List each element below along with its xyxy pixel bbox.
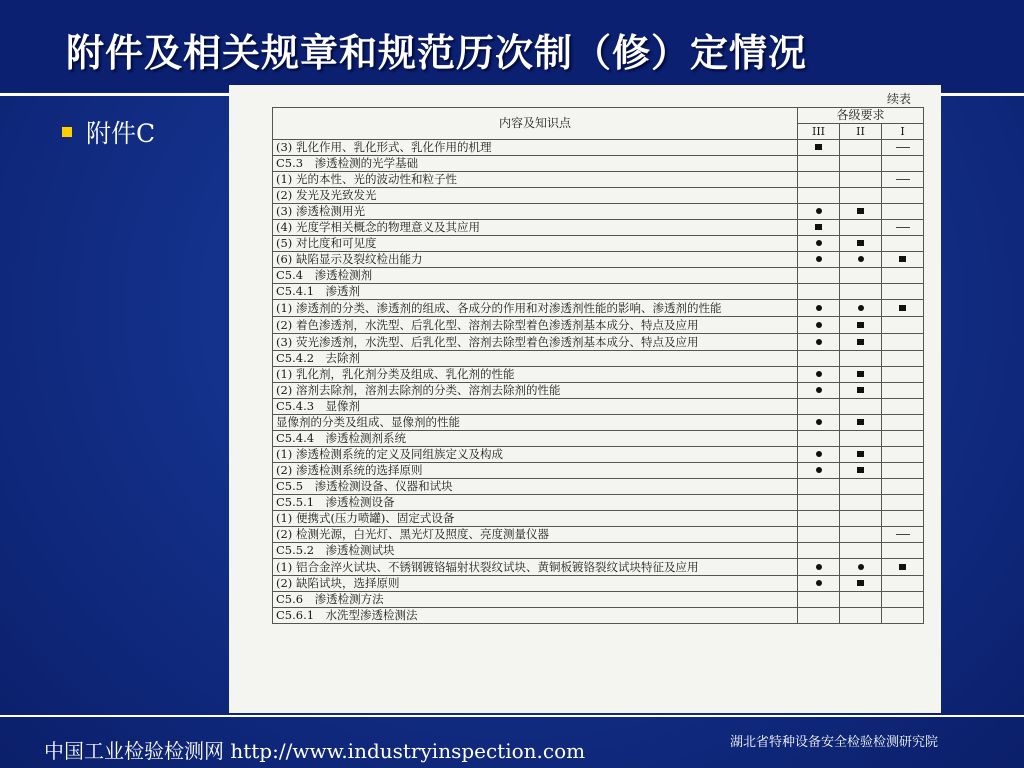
table-row bbox=[273, 559, 924, 576]
row-content: C5.4.3 显像剂 bbox=[273, 399, 798, 415]
row-content: (1) 渗透检测系统的定义及同组族定义及构成 bbox=[273, 447, 798, 463]
requirement-cell bbox=[882, 268, 924, 284]
requirement-cell bbox=[798, 334, 840, 351]
requirement-cell bbox=[798, 511, 840, 527]
table-row bbox=[273, 351, 924, 367]
requirement-cell bbox=[882, 140, 924, 156]
requirement-cell bbox=[798, 220, 840, 236]
row-content: (1) 光的本性、光的波动性和粒子性 bbox=[273, 172, 798, 188]
dash-marker-icon bbox=[896, 147, 910, 148]
requirement-cell bbox=[882, 334, 924, 351]
square-marker-icon bbox=[857, 419, 864, 425]
requirement-cell bbox=[882, 236, 924, 252]
table-row bbox=[273, 576, 924, 592]
requirement-cell bbox=[798, 608, 840, 624]
footer-divider bbox=[0, 715, 1024, 717]
requirement-cell bbox=[798, 431, 840, 447]
requirement-cell bbox=[840, 576, 882, 592]
requirement-cell bbox=[798, 543, 840, 559]
requirement-cell bbox=[798, 383, 840, 399]
requirement-cell bbox=[840, 495, 882, 511]
circle-marker-icon bbox=[816, 580, 822, 586]
requirement-cell bbox=[882, 527, 924, 543]
dash-marker-icon bbox=[896, 227, 910, 228]
requirement-cell bbox=[798, 317, 840, 334]
square-marker-icon bbox=[857, 451, 864, 457]
requirement-cell bbox=[882, 576, 924, 592]
table-row bbox=[273, 399, 924, 415]
row-content: (1) 渗透剂的分类、渗透剂的组成、各成分的作用和对渗透剂性能的影响、渗透剂的性能 bbox=[273, 300, 798, 317]
requirement-cell bbox=[798, 351, 840, 367]
requirement-cell bbox=[840, 204, 882, 220]
table-row bbox=[273, 140, 924, 156]
circle-marker-icon bbox=[816, 305, 822, 311]
table-row bbox=[273, 334, 924, 351]
requirement-cell bbox=[882, 367, 924, 383]
requirement-cell bbox=[798, 172, 840, 188]
requirement-cell bbox=[798, 140, 840, 156]
requirement-cell bbox=[840, 252, 882, 268]
scanned-document bbox=[229, 85, 941, 713]
table-row bbox=[273, 284, 924, 300]
circle-marker-icon bbox=[816, 371, 822, 377]
row-content: (3) 荧光渗透剂，水洗型、后乳化型、溶剂去除型着色渗透剂基本成分、特点及应用 bbox=[273, 334, 798, 351]
row-content: (1) 铝合金淬火试块、不锈钢镀铬辐射状裂纹试块、黄铜板镀铬裂纹试块特征及应用 bbox=[273, 559, 798, 576]
circle-marker-icon bbox=[816, 419, 822, 425]
circle-marker-icon bbox=[816, 256, 822, 262]
requirement-cell bbox=[840, 592, 882, 608]
footer-website: 中国工业检验检测网 http://www.industryinspection.com bbox=[44, 739, 586, 763]
row-content: (2) 着色渗透剂，水洗型、后乳化型、溶剂去除型着色渗透剂基本成分、特点及应用 bbox=[273, 317, 798, 334]
requirement-cell bbox=[840, 220, 882, 236]
requirement-cell bbox=[840, 172, 882, 188]
dash-marker-icon bbox=[896, 179, 910, 180]
requirement-cell bbox=[882, 383, 924, 399]
requirement-cell bbox=[882, 351, 924, 367]
square-marker-icon bbox=[899, 305, 906, 311]
requirement-cell bbox=[882, 543, 924, 559]
requirement-cell bbox=[798, 252, 840, 268]
requirement-cell bbox=[882, 447, 924, 463]
levels-header: 各级要求 bbox=[798, 108, 924, 124]
square-marker-icon bbox=[857, 371, 864, 377]
requirement-cell bbox=[798, 300, 840, 317]
requirement-cell bbox=[840, 317, 882, 334]
row-content: C5.6.1 水洗型渗透检测法 bbox=[273, 608, 798, 624]
requirement-cell bbox=[840, 140, 882, 156]
square-marker-icon bbox=[857, 339, 864, 345]
table-row bbox=[273, 268, 924, 284]
requirement-cell bbox=[882, 204, 924, 220]
requirement-cell bbox=[798, 399, 840, 415]
row-content: (3) 乳化作用、乳化形式、乳化作用的机理 bbox=[273, 140, 798, 156]
row-content: (2) 发光及光致发光 bbox=[273, 188, 798, 204]
circle-marker-icon bbox=[816, 208, 822, 214]
row-content: C5.5.1 渗透检测设备 bbox=[273, 495, 798, 511]
row-content: (2) 检测光源，白光灯、黑光灯及照度、亮度测量仪器 bbox=[273, 527, 798, 543]
requirement-cell bbox=[840, 543, 882, 559]
level-header-iii: III bbox=[798, 124, 840, 140]
requirement-cell bbox=[882, 415, 924, 431]
content-header: 内容及知识点 bbox=[273, 108, 798, 140]
requirement-cell bbox=[882, 495, 924, 511]
requirement-cell bbox=[798, 463, 840, 479]
requirement-cell bbox=[798, 479, 840, 495]
bullet-text: 附件C bbox=[86, 119, 156, 148]
table-row bbox=[273, 188, 924, 204]
requirement-cell bbox=[840, 479, 882, 495]
requirement-cell bbox=[840, 156, 882, 172]
requirement-cell bbox=[840, 399, 882, 415]
table-row bbox=[273, 543, 924, 559]
circle-marker-icon bbox=[858, 256, 864, 262]
circle-marker-icon bbox=[858, 305, 864, 311]
table-row bbox=[273, 511, 924, 527]
requirement-cell bbox=[798, 367, 840, 383]
square-marker-icon bbox=[857, 387, 864, 393]
requirement-cell bbox=[882, 252, 924, 268]
circle-marker-icon bbox=[816, 387, 822, 393]
continuation-label: 续表 bbox=[887, 92, 912, 106]
row-content: C5.5.2 渗透检测试块 bbox=[273, 543, 798, 559]
circle-marker-icon bbox=[858, 564, 864, 570]
table-row bbox=[273, 431, 924, 447]
requirement-cell bbox=[798, 236, 840, 252]
table-row bbox=[273, 236, 924, 252]
table-row bbox=[273, 415, 924, 431]
square-marker-icon bbox=[815, 144, 822, 150]
table-row bbox=[273, 463, 924, 479]
table-row bbox=[273, 383, 924, 399]
circle-marker-icon bbox=[816, 451, 822, 457]
square-marker-icon bbox=[815, 224, 822, 230]
row-content: C5.4.4 渗透检测剂系统 bbox=[273, 431, 798, 447]
requirement-cell bbox=[882, 317, 924, 334]
table-row bbox=[273, 527, 924, 543]
requirement-cell bbox=[882, 399, 924, 415]
row-content: (1) 乳化剂，乳化剂分类及组成、乳化剂的性能 bbox=[273, 367, 798, 383]
requirement-cell bbox=[840, 431, 882, 447]
square-marker-icon bbox=[857, 467, 864, 473]
requirement-cell bbox=[798, 284, 840, 300]
row-content: (2) 缺陷试块，选择原则 bbox=[273, 576, 798, 592]
requirement-cell bbox=[798, 447, 840, 463]
table-row bbox=[273, 220, 924, 236]
requirement-cell bbox=[840, 527, 882, 543]
requirement-cell bbox=[840, 236, 882, 252]
square-marker-icon bbox=[899, 564, 906, 570]
table-row bbox=[273, 172, 924, 188]
bullet-item bbox=[62, 114, 155, 150]
requirement-cell bbox=[882, 431, 924, 447]
table-row bbox=[273, 252, 924, 268]
table-row bbox=[273, 592, 924, 608]
row-content: (6) 缺陷显示及裂纹检出能力 bbox=[273, 252, 798, 268]
level-header-ii: II bbox=[840, 124, 882, 140]
requirement-cell bbox=[840, 415, 882, 431]
requirement-cell bbox=[840, 334, 882, 351]
requirement-cell bbox=[840, 188, 882, 204]
requirement-cell bbox=[798, 415, 840, 431]
square-marker-icon bbox=[857, 322, 864, 328]
requirement-cell bbox=[882, 188, 924, 204]
requirement-cell bbox=[882, 220, 924, 236]
requirements-table bbox=[272, 107, 924, 624]
requirement-cell bbox=[840, 511, 882, 527]
circle-marker-icon bbox=[816, 564, 822, 570]
table-row bbox=[273, 156, 924, 172]
requirement-cell bbox=[840, 463, 882, 479]
requirement-cell bbox=[882, 284, 924, 300]
requirement-cell bbox=[840, 268, 882, 284]
row-content: (4) 光度学相关概念的物理意义及其应用 bbox=[273, 220, 798, 236]
row-content: C5.4.1 渗透剂 bbox=[273, 284, 798, 300]
requirement-cell bbox=[882, 172, 924, 188]
requirement-cell bbox=[840, 447, 882, 463]
table-row bbox=[273, 608, 924, 624]
row-content: (5) 对比度和可见度 bbox=[273, 236, 798, 252]
level-header-i: I bbox=[882, 124, 924, 140]
row-content: (2) 溶剂去除剂，溶剂去除剂的分类、溶剂去除剂的性能 bbox=[273, 383, 798, 399]
square-marker-icon bbox=[857, 580, 864, 586]
table-row bbox=[273, 300, 924, 317]
row-content: C5.5 渗透检测设备、仪器和试块 bbox=[273, 479, 798, 495]
row-content: C5.6 渗透检测方法 bbox=[273, 592, 798, 608]
table-row bbox=[273, 204, 924, 220]
requirement-cell bbox=[798, 559, 840, 576]
requirement-cell bbox=[840, 284, 882, 300]
requirement-cell bbox=[798, 495, 840, 511]
requirement-cell bbox=[798, 527, 840, 543]
table-row bbox=[273, 495, 924, 511]
requirement-cell bbox=[798, 592, 840, 608]
row-content: C5.3 渗透检测的光学基础 bbox=[273, 156, 798, 172]
square-marker-icon bbox=[857, 208, 864, 214]
row-content: (3) 渗透检测用光 bbox=[273, 204, 798, 220]
slide-title: 附件及相关规章和规范历次制（修）定情况 bbox=[66, 31, 808, 75]
requirement-cell bbox=[882, 559, 924, 576]
requirement-cell bbox=[798, 188, 840, 204]
row-content: 显像剂的分类及组成、显像剂的性能 bbox=[273, 415, 798, 431]
requirement-cell bbox=[840, 559, 882, 576]
requirement-cell bbox=[882, 479, 924, 495]
table-body bbox=[273, 140, 924, 624]
square-bullet-icon bbox=[62, 127, 72, 137]
requirement-cell bbox=[882, 608, 924, 624]
requirement-cell bbox=[882, 300, 924, 317]
row-content: C5.4.2 去除剂 bbox=[273, 351, 798, 367]
requirement-cell bbox=[798, 576, 840, 592]
circle-marker-icon bbox=[816, 322, 822, 328]
requirement-cell bbox=[882, 463, 924, 479]
table-row bbox=[273, 317, 924, 334]
requirement-cell bbox=[840, 608, 882, 624]
circle-marker-icon bbox=[816, 467, 822, 473]
table-row bbox=[273, 367, 924, 383]
requirement-cell bbox=[798, 268, 840, 284]
dash-marker-icon bbox=[896, 534, 910, 535]
table-row bbox=[273, 447, 924, 463]
requirement-cell bbox=[840, 351, 882, 367]
requirement-cell bbox=[798, 156, 840, 172]
row-content: (1) 便携式(压力喷罐)、固定式设备 bbox=[273, 511, 798, 527]
row-content: (2) 渗透检测系统的选择原则 bbox=[273, 463, 798, 479]
circle-marker-icon bbox=[816, 240, 822, 246]
requirement-cell bbox=[840, 383, 882, 399]
requirement-cell bbox=[798, 204, 840, 220]
footer-organization: 湖北省特种设备安全检验检测研究院 bbox=[730, 735, 939, 750]
square-marker-icon bbox=[899, 256, 906, 262]
requirement-cell bbox=[882, 511, 924, 527]
requirement-cell bbox=[840, 367, 882, 383]
circle-marker-icon bbox=[816, 339, 822, 345]
square-marker-icon bbox=[857, 240, 864, 246]
table-row bbox=[273, 479, 924, 495]
requirement-cell bbox=[840, 300, 882, 317]
requirement-cell bbox=[882, 156, 924, 172]
row-content: C5.4 渗透检测剂 bbox=[273, 268, 798, 284]
requirement-cell bbox=[882, 592, 924, 608]
